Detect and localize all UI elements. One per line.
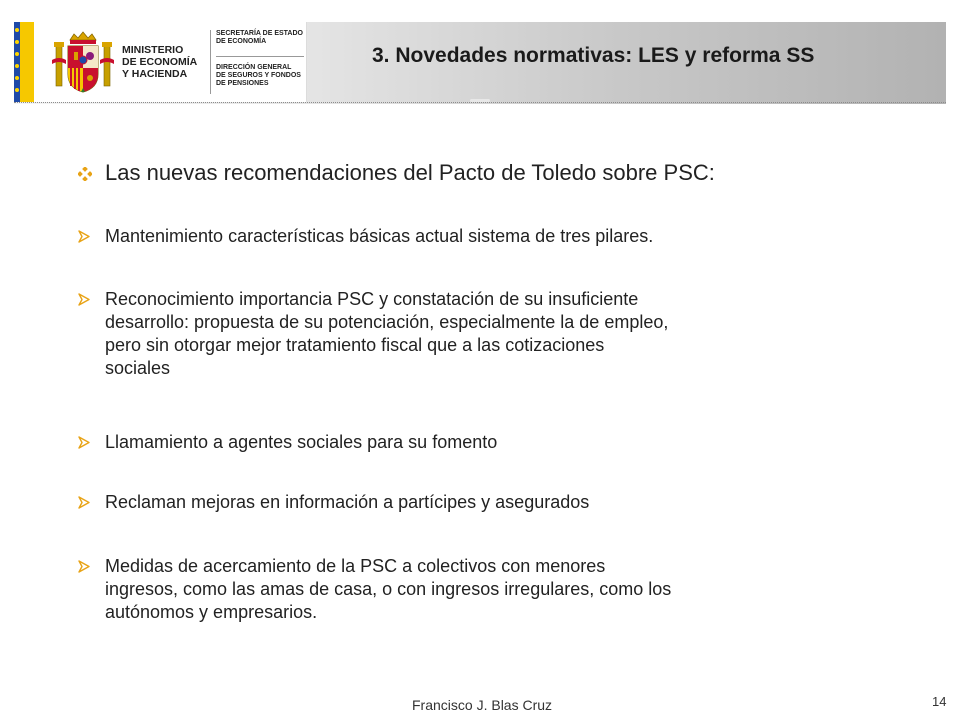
ministry-logo (14, 22, 307, 102)
page-number: 14 (932, 694, 947, 709)
coat-of-arms-icon (48, 30, 118, 96)
list-item-text: Mantenimiento características básicas actual sistema de tres pilares. (105, 226, 654, 246)
logo-divider (210, 30, 211, 94)
arrow-bullet-icon (78, 436, 90, 449)
arrow-bullet-icon (78, 230, 90, 243)
footer-author: Francisco J. Blas Cruz (412, 697, 553, 713)
logo-subdivider (216, 56, 304, 57)
list-item-text: Reclaman mejoras en información a partícipes y asegurados (105, 492, 590, 512)
list-item-text: Medidas de acercamiento de la PSC a colectivos con menores ingresos, como las amas de casa, o con ingresos irregulares, como los autónomos y empresarios. (105, 556, 672, 622)
direccion-name: DIRECCIÓN GENERAL DE SEGUROS Y FONDOS DE PENSIONES (216, 64, 301, 87)
intro-text: Las nuevas recomendaciones del Pacto de Toledo sobre PSC: (105, 160, 715, 185)
list-item-text: Llamamiento a agentes sociales para su fomento (105, 432, 498, 452)
header-mark (470, 99, 490, 102)
list-item-text: Reconocimiento importancia PSC y constatación de su insuficiente desarrollo: propuesta de su potenciación, especialmente la de empleo, pero sin otorgar mejor tratamiento fiscal que a las cotizaciones sociales (105, 289, 669, 378)
arrow-bullet-icon (78, 496, 90, 509)
arrow-bullet-icon (78, 293, 90, 306)
arrow-bullet-icon (78, 560, 90, 573)
diamond-bullet-icon (78, 167, 92, 181)
header-divider (14, 102, 946, 103)
slide-title: 3. Novedades normativas: LES y reforma SS (372, 44, 815, 67)
ministry-name: MINISTERIO DE ECONOMÍA Y HACIENDA (122, 44, 198, 80)
secretaria-name: SECRETARÍA DE ESTADO DE ECONOMÍA (216, 30, 303, 45)
eu-flag-strip (14, 22, 34, 102)
